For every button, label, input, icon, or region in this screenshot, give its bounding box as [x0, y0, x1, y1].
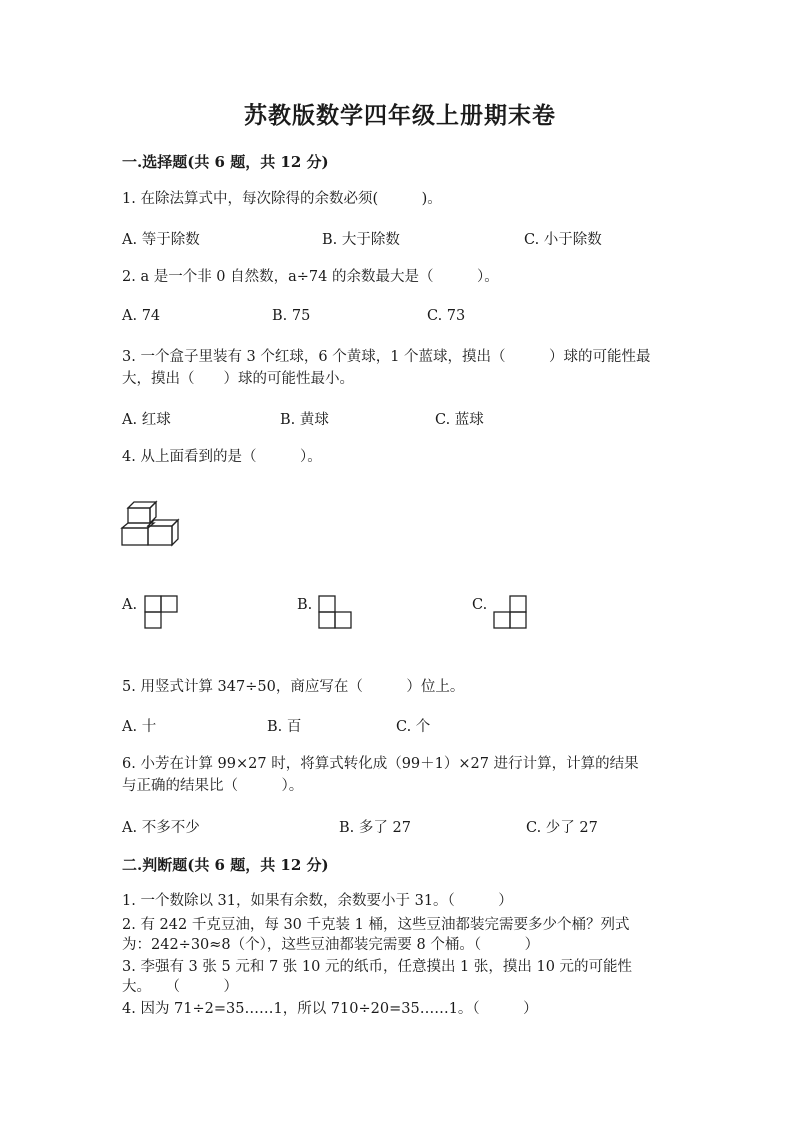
judgment-line-2: 2. 有 242 千克豆油，每 30 千克装 1 桶，这些豆油都装完需要多少个桶？列式	[122, 917, 630, 933]
question-3-option-c: C. 蓝球	[435, 412, 484, 428]
question-1-stem: 1. 在除法算式中，每次除得的余数必须( )。	[122, 191, 442, 207]
question-2-stem: 2. a 是一个非 0 自然数，a÷74 的余数最大是（ ）。	[122, 269, 499, 285]
question-5-stem: 5. 用竖式计算 347÷50，商应写在（ ）位上。	[122, 679, 465, 695]
question-1-option-a: A. 等于除数	[122, 232, 200, 248]
question-3-stem-line-1: 3. 一个盒子里装有 3 个红球，6 个黄球，1 个蓝球，摸出（ ）球的可能性最	[122, 349, 651, 365]
question-4-stem: 4. 从上面看到的是（ ）。	[122, 449, 322, 465]
top-view-option-b	[317, 594, 353, 630]
question-5-option-b: B. 百	[267, 719, 302, 735]
page-title: 苏教版数学四年级上册期末卷	[244, 102, 556, 129]
question-6-stem-line-1: 6. 小芳在计算 99×27 时，将算式转化成（99＋1）×27 进行计算，计算的结果	[122, 756, 639, 772]
question-6-option-c: C. 少了 27	[526, 820, 598, 836]
question-6-option-a: A. 不多不少	[122, 820, 200, 836]
judgment-line-5: 大。 （ ）	[122, 979, 238, 995]
question-3-option-a: A. 红球	[122, 412, 171, 428]
section-heading-judgment: 二.判断题(共 6 题，共 12 分)	[122, 856, 329, 874]
top-view-option-c	[492, 594, 528, 630]
question-6-stem-line-2: 与正确的结果比（ ）。	[122, 778, 304, 794]
question-5-option-a: A. 十	[122, 719, 157, 735]
question-4-option-a: A.	[122, 597, 138, 613]
question-3-stem-line-2: 大，摸出（ ）球的可能性最小。	[122, 371, 354, 387]
question-4-option-c: C.	[472, 597, 488, 613]
judgment-line-6: 4. 因为 71÷2=35……1，所以 710÷20=35……1。（ ）	[122, 1001, 538, 1017]
question-5-option-c: C. 个	[396, 719, 431, 735]
judgment-line-3: 为：242÷30≈8（个），这些豆油都装完需要 8 个桶。（ ）	[122, 937, 540, 953]
question-1-option-b: B. 大于除数	[322, 232, 400, 248]
question-2-option-b: B. 75	[272, 308, 311, 324]
cube-stack-figure	[118, 500, 182, 550]
question-3-option-b: B. 黄球	[280, 412, 329, 428]
question-6-option-b: B. 多了 27	[339, 820, 411, 836]
question-2-option-c: C. 73	[427, 308, 466, 324]
section-heading-choice: 一.选择题(共 6 题，共 12 分)	[122, 153, 329, 171]
question-4-option-b: B.	[297, 597, 313, 613]
top-view-option-a	[143, 594, 179, 630]
question-2-option-a: A. 74	[122, 308, 161, 324]
judgment-line-1: 1. 一个数除以 31，如果有余数，余数要小于 31。（ ）	[122, 893, 513, 909]
question-1-option-c: C. 小于除数	[524, 232, 602, 248]
judgment-line-4: 3. 李强有 3 张 5 元和 7 张 10 元的纸币，任意摸出 1 张，摸出 10 元的可能性	[122, 959, 633, 975]
